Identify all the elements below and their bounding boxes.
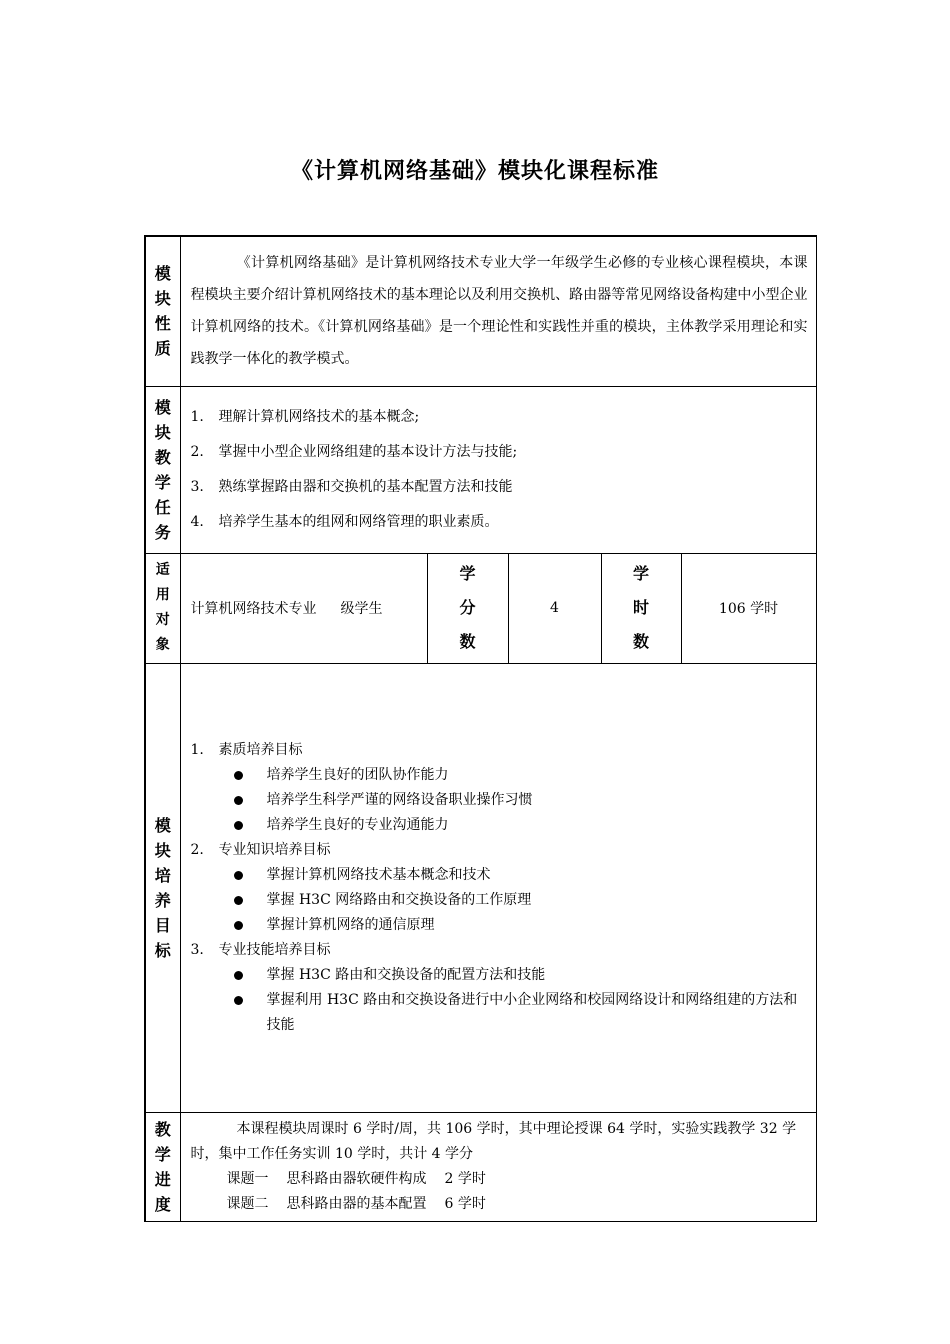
- list-item: 2. 掌握中小型企业网络组建的基本设计方法与技能;: [190, 443, 518, 460]
- bullet-dot-icon: [234, 771, 243, 780]
- credits-value: 4: [508, 553, 601, 663]
- label-teaching-progress: 教 学 进 度: [145, 1112, 180, 1221]
- list-item: 1. 理解计算机网络技术的基本概念;: [190, 408, 420, 425]
- bullet-dot-icon: [234, 971, 243, 980]
- row-teaching-tasks: [145, 386, 816, 553]
- row-teaching-progress: [145, 1112, 816, 1221]
- bullet-dot-icon: [234, 996, 243, 1005]
- bullet-item: 掌握 H3C 网络路由和交换设备的工作原理: [191, 888, 816, 913]
- hours-label: 学 时 数: [601, 553, 681, 663]
- objective-group-heading: 2. 专业知识培养目标: [190, 841, 331, 858]
- objective-group-heading: 1. 素质培养目标: [190, 741, 303, 758]
- row-training-objectives: [145, 663, 816, 1112]
- bullet-dot-icon: [234, 896, 243, 905]
- bullet-dot-icon: [234, 871, 243, 880]
- page-title: 《计算机网络基础》模块化课程标准: [290, 159, 659, 184]
- bullet-item: 掌握计算机网络技术基本概念和技术: [191, 863, 816, 888]
- topic-row: 课题一 思科路由器软硬件构成 2 学时: [226, 1170, 486, 1187]
- label-target-audience: 适 用 对 象: [145, 553, 180, 663]
- bullet-item: 掌握利用 H3C 路由和交换设备进行中小企业网络和校园网络设计和网络组建的方法和技能: [191, 988, 816, 1038]
- course-standard-table: [144, 235, 817, 1222]
- bullet-item: 掌握 H3C 路由和交换设备的配置方法和技能: [191, 963, 816, 988]
- label-module-nature: 模 块 性 质: [145, 236, 180, 386]
- hours-value: 106 学时: [681, 553, 816, 663]
- row-module-nature: [145, 236, 816, 386]
- target-audience-value: 计算机网络技术专业 级学生: [180, 553, 427, 663]
- credits-label: 学 分 数: [427, 553, 508, 663]
- label-training-objectives: 模 块 培 养 目 标: [145, 663, 180, 1112]
- teaching-progress-cell: [180, 1112, 816, 1221]
- bullet-item: 培养学生良好的团队协作能力: [191, 763, 816, 788]
- bullet-item: 掌握计算机网络的通信原理: [191, 913, 816, 938]
- bullet-dot-icon: [234, 796, 243, 805]
- training-objectives-cell: [180, 663, 816, 1112]
- objective-group-heading: 3. 专业技能培养目标: [190, 941, 331, 958]
- progress-intro: 本课程模块周课时 6 学时/周，共 106 学时，其中理论授课 64 学时，实验实践教学 32 学时，集中工作任务实训 10 学时，共计 4 学分: [190, 1120, 797, 1162]
- bullet-item: 培养学生良好的专业沟通能力: [191, 813, 816, 838]
- module-nature-cell: [180, 236, 816, 386]
- row-target-audience: [145, 553, 816, 663]
- module-nature-text: 《计算机网络基础》是计算机网络技术专业大学一年级学生必修的专业核心课程模块，本课程模块主要介绍计算机网络技术的基本理论以及利用交换机、路由器等常见网络设备构建中小型企业计算机网络的技术。《计算机网络基础》是一个理论性和实践性并重的模块，主体教学采用理论和实践教学一体化的教学模式。: [190, 255, 808, 368]
- bullet-item: 培养学生科学严谨的网络设备职业操作习惯: [191, 788, 816, 813]
- list-item: 4. 培养学生基本的组网和网络管理的职业素质。: [190, 513, 499, 530]
- label-teaching-tasks: 模 块 教 学 任 务: [145, 386, 180, 553]
- topic-row: 课题二 思科路由器的基本配置 6 学时: [226, 1195, 486, 1212]
- bullet-dot-icon: [234, 921, 243, 930]
- list-item: 3. 熟练掌握路由器和交换机的基本配置方法和技能: [190, 478, 513, 495]
- teaching-tasks-cell: [180, 386, 816, 553]
- bullet-dot-icon: [234, 821, 243, 830]
